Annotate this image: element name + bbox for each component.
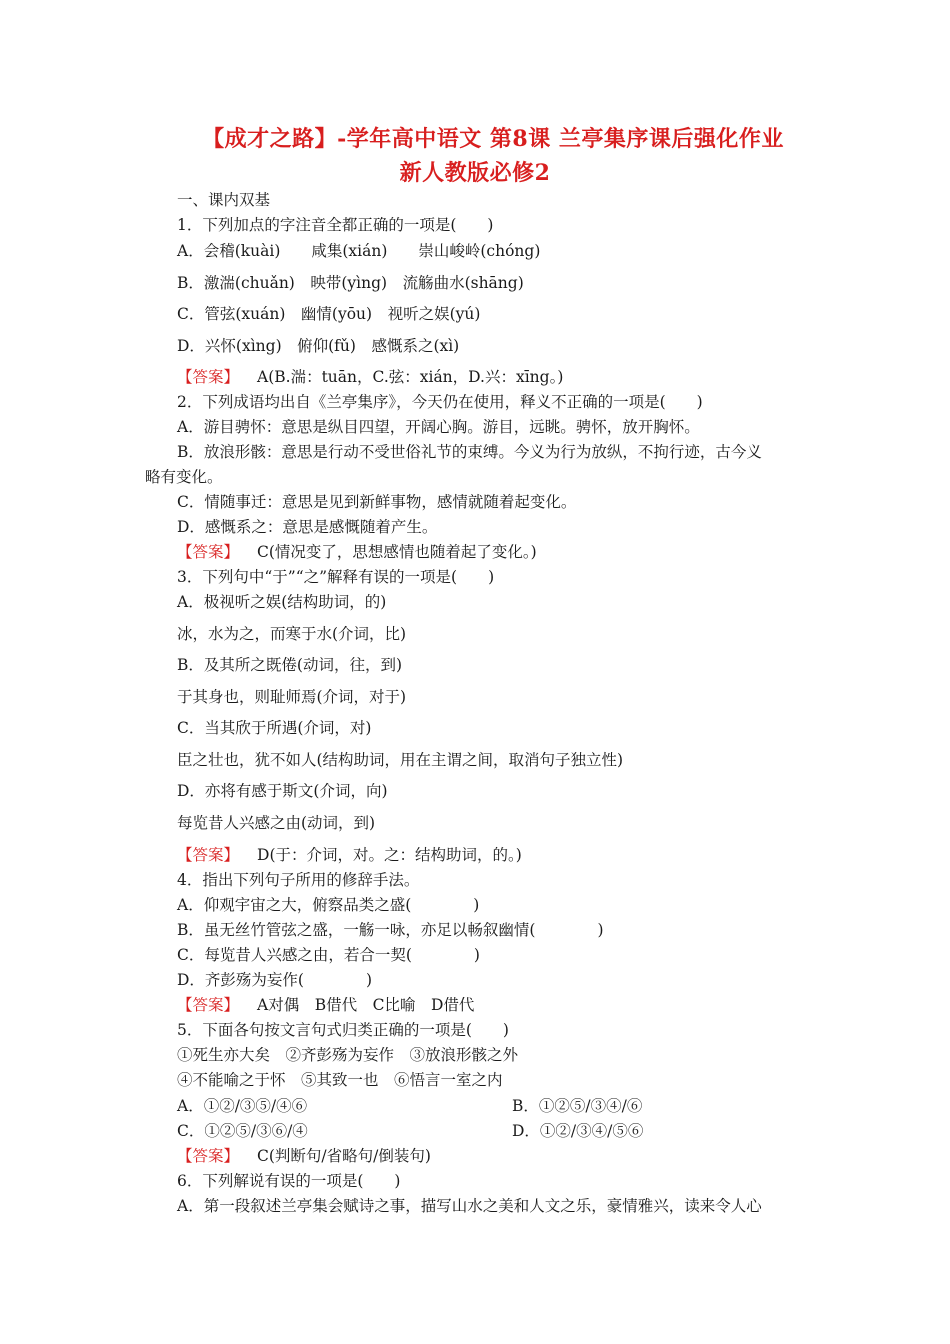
- text-line: [177, 1020, 509, 1040]
- text-line: [177, 624, 406, 644]
- text-line: [145, 467, 223, 487]
- line-text: A．极视听之娱(结构助词，的): [177, 593, 387, 611]
- q5-option-c: C．①②⑤/③⑥/④: [177, 1122, 308, 1140]
- document-title-line2: 新人教版必修2: [399, 160, 551, 186]
- text-line: [177, 517, 437, 537]
- text-line: [177, 781, 388, 801]
- line-text: 臣之壮也，犹不如人(结构助词，用在主谓之间，取消句子独立性): [177, 751, 624, 769]
- line-text: D．感慨系之：意思是感慨随着产生。: [177, 518, 438, 536]
- line-text: A．游目骋怀：意思是纵目四望，开阔心胸。游目，远眺。骋怀，放开胸怀。: [177, 418, 700, 436]
- line-text: D(于：介词，对。之：结构助词，的。): [257, 846, 522, 864]
- line-text: 3．下列句中“于”“之”解释有误的一项是( ): [177, 568, 495, 586]
- line-text: C．管弦(xuán) 幽情(yōu) 视听之娱(yú): [177, 305, 481, 323]
- text-line: [177, 215, 493, 235]
- answer-tag: 【答案】: [177, 846, 240, 864]
- text-line: [177, 750, 623, 770]
- answer-tag: 【答案】: [177, 543, 240, 561]
- line-text: D．齐彭殇为妄作( ): [177, 971, 373, 989]
- line-text: B．激湍(chuǎn) 映带(yìng) 流觞曲水(shāng): [177, 274, 524, 292]
- line-text: 于其身也，则耻师焉(介词，对于): [177, 688, 407, 706]
- line-text: C(判断句/省略句/倒装句): [257, 1147, 431, 1165]
- line-text: B．及其所之既倦(动词，往，到): [177, 656, 402, 674]
- line-text: B．虽无丝竹管弦之盛，一觞一咏，亦足以畅叙幽情( ): [177, 921, 604, 939]
- q5-option-b: B．①②⑤/③④/⑥: [512, 1097, 643, 1115]
- text-line: [177, 970, 372, 990]
- q5-option-a: A．①②/③⑤/④⑥: [177, 1097, 308, 1115]
- line-text: A．第一段叙述兰亭集会赋诗之事，描写山水之美和人文之乐，豪情雅兴，读来令人心: [177, 1197, 762, 1215]
- text-line: [177, 190, 270, 210]
- line-text: A．仰观宇宙之大，俯察品类之盛( ): [177, 896, 480, 914]
- text-line: [177, 273, 524, 293]
- text-line: [177, 442, 762, 462]
- text-line: [177, 241, 540, 261]
- text-line: [177, 336, 459, 356]
- text-line: [177, 417, 700, 437]
- text-line: [177, 567, 494, 587]
- line-text: 略有变化。: [145, 468, 223, 486]
- text-line: [177, 392, 703, 412]
- answer-tag: 【答案】: [177, 1147, 240, 1165]
- line-text: 2．下列成语均出自《兰亭集序》，今天仍在使用，释义不正确的一项是( ): [177, 393, 703, 411]
- line-text: 4．指出下列句子所用的修辞手法。: [177, 871, 420, 889]
- text-line: [177, 945, 480, 965]
- text-line: [177, 870, 419, 890]
- line-text: 一、课内双基: [177, 191, 271, 209]
- answer-tag: 【答案】: [177, 368, 240, 386]
- text-line: [177, 1070, 503, 1090]
- text-line: [177, 304, 480, 324]
- answer-line: [177, 845, 522, 865]
- text-line: [177, 1171, 400, 1191]
- text-line: [177, 920, 604, 940]
- line-text: D．亦将有感于斯文(介词，向): [177, 782, 388, 800]
- line-text: A(B.湍：tuān，C.弦：xián，D.兴：xīng。): [257, 368, 564, 386]
- line-text: 冰，水为之，而寒于水(介词，比): [177, 625, 407, 643]
- answer-line: [177, 542, 537, 562]
- answer-line: [177, 995, 474, 1015]
- answer-tag: 【答案】: [177, 996, 240, 1014]
- text-line: [177, 1196, 762, 1216]
- text-line: [177, 655, 402, 675]
- text-line: [177, 813, 375, 833]
- q5-option-d: D．①②/③④/⑤⑥: [512, 1122, 644, 1140]
- line-text: C．每览昔人兴感之由，若合一契( ): [177, 946, 480, 964]
- line-text: C．当其欣于所遇(介词，对): [177, 719, 372, 737]
- line-text: ①死生亦大矣 ②齐彭殇为妄作 ③放浪形骸之外: [177, 1046, 519, 1064]
- line-text: A对偶 B借代 C比喻 D借代: [257, 996, 475, 1014]
- line-text: 1．下列加点的字注音全都正确的一项是( ): [177, 216, 494, 234]
- line-text: B．放浪形骸：意思是行动不受世俗礼节的束缚。今义为行为放纵，不拘行迹，古今义: [177, 443, 762, 461]
- line-text: 6．下列解说有误的一项是( ): [177, 1172, 401, 1190]
- line-text: C．情随事迁：意思是见到新鲜事物，感情就随着起变化。: [177, 493, 577, 511]
- line-text: A．会稽(kuài) 咸集(xián) 崇山峻岭(chóng): [177, 242, 541, 260]
- line-text: ④不能喻之于怀 ⑤其致一也 ⑥悟言一室之内: [177, 1071, 503, 1089]
- answer-line: [177, 367, 563, 387]
- line-text: C(情况变了，思想感情也随着起了变化。): [257, 543, 537, 561]
- text-line: [177, 687, 406, 707]
- text-line: [177, 718, 371, 738]
- text-line: [177, 492, 576, 512]
- text-line: [177, 1045, 518, 1065]
- line-text: 5．下面各句按文言句式归类正确的一项是( ): [177, 1021, 509, 1039]
- document-title-line1: 【成才之路】-学年高中语文 第8课 兰亭集序课后强化作业: [202, 126, 784, 152]
- answer-line: [177, 1146, 431, 1166]
- text-line: [177, 592, 386, 612]
- line-text: D．兴怀(xìng) 俯仰(fǔ) 感慨系之(xì): [177, 337, 460, 355]
- line-text: 每览昔人兴感之由(动词，到): [177, 814, 376, 832]
- text-line: [177, 895, 479, 915]
